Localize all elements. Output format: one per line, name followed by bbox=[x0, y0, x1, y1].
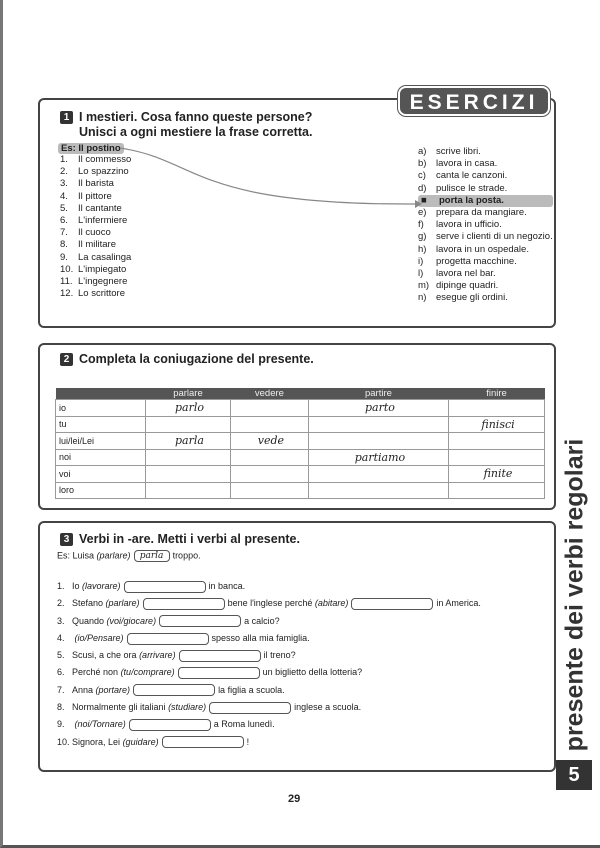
sentence-item: g) serve i clienti di un negozio. bbox=[418, 231, 553, 243]
sentence-item: d) pulisce le strade. bbox=[418, 182, 508, 194]
pronoun-cell: loro bbox=[56, 482, 146, 499]
exercise-item: 10. Signora, Lei (guidare) ! bbox=[57, 736, 250, 747]
job-item: 1. Il commesso bbox=[60, 154, 132, 165]
answer-field[interactable] bbox=[162, 736, 244, 748]
answer-field[interactable] bbox=[127, 633, 209, 645]
answer-field[interactable] bbox=[178, 667, 260, 679]
conjugation-cell[interactable]: finite bbox=[449, 466, 545, 483]
sentence-item: a) scrive libri. bbox=[418, 146, 481, 157]
conjugation-cell[interactable]: parlo bbox=[146, 400, 231, 417]
conjugation-cell[interactable]: vede bbox=[230, 433, 308, 450]
job-item: 3. Il barista bbox=[60, 178, 114, 190]
answer-field[interactable] bbox=[129, 719, 211, 731]
conjugation-cell[interactable] bbox=[146, 416, 231, 433]
job-item: 5. Il cantante bbox=[60, 202, 122, 214]
exercise-item: 8. Normalmente gli italiani (studiare) inglese a scuola. bbox=[57, 702, 362, 713]
conjugation-cell[interactable] bbox=[230, 449, 308, 466]
pronoun-cell: io bbox=[56, 400, 146, 417]
sentence-item: l) lavora nel bar. bbox=[418, 268, 496, 280]
conjugation-cell[interactable] bbox=[230, 400, 308, 417]
exercise-item: 6. Perché non (tu/comprare) un biglietto della lotteria? bbox=[57, 667, 363, 678]
chapter-number: 5 bbox=[556, 760, 592, 790]
conjugation-table bbox=[55, 388, 545, 499]
exercise-3-title: 3 Verbi in -are. Metti i verbi al presente. bbox=[60, 532, 300, 547]
example-item: Es: Il postino bbox=[58, 143, 124, 155]
job-item: 6. L'infermiere bbox=[60, 215, 128, 227]
answer-field[interactable] bbox=[159, 615, 241, 627]
conjugation-cell[interactable] bbox=[449, 449, 545, 466]
conjugation-cell[interactable] bbox=[449, 482, 545, 499]
job-item: 12. Lo scrittore bbox=[60, 288, 125, 300]
table-row bbox=[56, 400, 545, 417]
exercise-item: 2. Stefano (parlare) bene l'inglese perché (abitare) in America. bbox=[57, 598, 481, 609]
conjugation-cell[interactable] bbox=[308, 482, 448, 499]
exercise-item: 7. Anna (portare) la figlia a scuola. bbox=[57, 684, 285, 695]
job-item: 4. Il pittore bbox=[60, 190, 112, 202]
exercise-item: 5. Scusi, a che ora (arrivare) il treno? bbox=[57, 650, 296, 661]
column-header bbox=[56, 388, 146, 400]
exercise-item: 3. Quando (voi/giocare) a calcio? bbox=[57, 615, 280, 626]
conjugation-cell[interactable] bbox=[146, 482, 231, 499]
conjugation-cell[interactable] bbox=[230, 416, 308, 433]
exercise-item: 1. Io (lavorare) in banca. bbox=[57, 581, 246, 591]
pronoun-cell: lui/lei/Lei bbox=[56, 433, 146, 450]
table-row bbox=[56, 466, 545, 483]
job-item: 2. Lo spazzino bbox=[60, 166, 129, 178]
conjugation-cell[interactable]: finisci bbox=[449, 416, 545, 433]
conjugation-cell[interactable] bbox=[146, 449, 231, 466]
answer-field[interactable] bbox=[209, 702, 291, 714]
conjugation-cell[interactable] bbox=[449, 400, 545, 417]
exercise-2-title: 2 Completa la coniugazione del presente. bbox=[60, 352, 314, 367]
side-tab: presente dei verbi regolari bbox=[556, 400, 594, 790]
job-item: 7. Il cuoco bbox=[60, 227, 111, 239]
column-header: finire bbox=[449, 388, 545, 400]
answer-field[interactable] bbox=[351, 598, 433, 610]
table-row bbox=[56, 482, 545, 499]
sentence-item: m) dipinge quadri. bbox=[418, 280, 499, 292]
table-row bbox=[56, 449, 545, 466]
conjugation-cell[interactable] bbox=[308, 466, 448, 483]
exercise-3-example: Es: Luisa (parlare) parla troppo. bbox=[57, 550, 201, 561]
conjugation-cell[interactable] bbox=[230, 482, 308, 499]
page-number: 29 bbox=[288, 793, 301, 805]
exercise-item: 9. (noi/Tornare) a Roma lunedì. bbox=[57, 719, 275, 730]
conjugation-cell[interactable] bbox=[449, 433, 545, 450]
sentence-item: n) esegue gli ordini. bbox=[418, 292, 508, 304]
sentence-item: f) lavora in ufficio. bbox=[418, 219, 502, 231]
exercise-1-title: 1 I mestieri. Cosa fanno queste persone? Unisci a ogni mestiere la frase corretta. bbox=[60, 110, 312, 140]
esercizi-badge: ESERCIZI bbox=[398, 86, 550, 116]
exercise-3-items bbox=[57, 578, 481, 751]
exercise-item: 4. (io/Pensare) spesso alla mia famiglia. bbox=[57, 632, 310, 643]
conjugation-cell[interactable]: parto bbox=[308, 400, 448, 417]
job-item: 10. L'impiegato bbox=[60, 263, 127, 275]
conjugation-cell[interactable] bbox=[308, 433, 448, 450]
answer-field[interactable] bbox=[124, 581, 206, 593]
column-header: vedere bbox=[230, 388, 308, 400]
table-row bbox=[56, 433, 545, 450]
job-item: 9. La casalinga bbox=[60, 251, 132, 263]
conjugation-cell[interactable] bbox=[308, 416, 448, 433]
sentence-item: b) lavora in casa. bbox=[418, 158, 498, 170]
pronoun-cell: voi bbox=[56, 466, 146, 483]
conjugation-cell[interactable] bbox=[146, 466, 231, 483]
sentence-item: ■ porta la posta. bbox=[418, 195, 553, 207]
table-row bbox=[56, 416, 545, 433]
sentence-item: c) canta le canzoni. bbox=[418, 170, 508, 182]
answer-field[interactable] bbox=[179, 650, 261, 662]
example-arrow bbox=[0, 0, 600, 300]
answer-field[interactable] bbox=[133, 684, 215, 696]
pronoun-cell: tu bbox=[56, 416, 146, 433]
sentence-item: e) prepara da mangiare. bbox=[418, 207, 527, 219]
sentence-item: h) lavora in un ospedale. bbox=[418, 243, 529, 255]
sentence-item: i) progetta macchine. bbox=[418, 255, 517, 267]
conjugation-cell[interactable]: partiamo bbox=[308, 449, 448, 466]
column-header: parlare bbox=[146, 388, 231, 400]
answer-field[interactable] bbox=[143, 598, 225, 610]
column-header: partire bbox=[308, 388, 448, 400]
job-item: 11. L'ingegnere bbox=[60, 276, 128, 288]
pronoun-cell: noi bbox=[56, 449, 146, 466]
conjugation-cell[interactable]: parla bbox=[146, 433, 231, 450]
job-item: 8. Il militare bbox=[60, 239, 117, 251]
conjugation-cell[interactable] bbox=[230, 466, 308, 483]
